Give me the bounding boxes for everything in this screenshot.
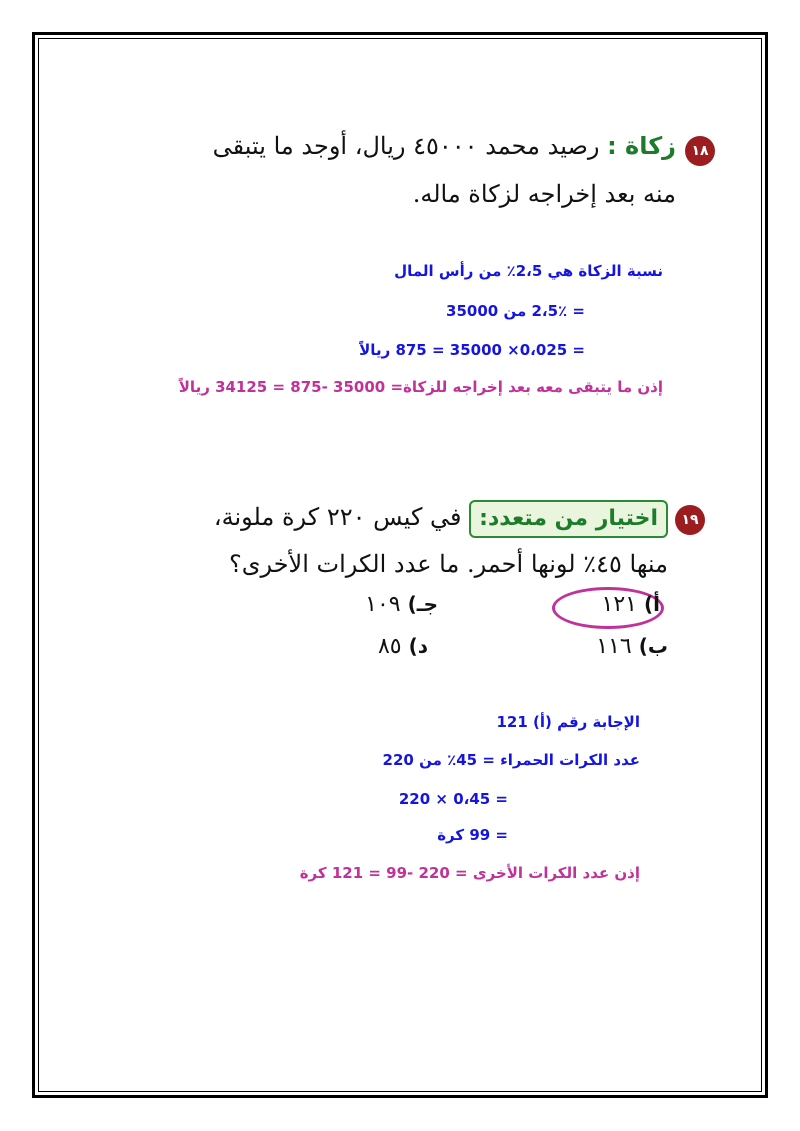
q18-solution-line1: نسبة الزكاة هي 2،5٪ من رأس المال <box>394 262 663 280</box>
choice-a <box>602 592 660 617</box>
q18-solution-line2: = 2،5٪ من 35000 <box>446 302 585 320</box>
question-18-text2: منه بعد إخراجه لزكاة ماله. <box>412 180 676 208</box>
q19-conclusion: إذن عدد الكرات الأخرى = 220 -99 = 121 كرة <box>299 864 640 882</box>
question-19-badge: ١٩ <box>675 505 705 535</box>
choice-a-value: ١٢١ <box>601 592 637 617</box>
q19-solution-line3: = 99 كرة <box>437 826 508 844</box>
question-18-badge: ١٨ <box>685 136 715 166</box>
q19-solution-line2: = 0،45 × 220 <box>398 790 508 808</box>
q19-answer-label: الإجابة رقم (أ) 121 <box>496 713 640 731</box>
question-18-topic: زكاة : <box>607 132 676 160</box>
choice-b-letter: ب) <box>638 634 668 658</box>
question-19-line1 <box>214 500 668 538</box>
choice-b-value: ١١٦ <box>596 634 632 659</box>
question-19-text2: منها ٤٥٪ لونها أحمر. ما عدد الكرات الأخرى؟ <box>228 550 668 578</box>
choice-d-letter: د) <box>408 634 428 658</box>
choice-a-letter: أ) <box>644 592 660 616</box>
q18-solution-line3: = 0،025× 35000 = 875 ريالاً <box>359 341 585 359</box>
choice-d-value: ٨٥ <box>377 634 402 659</box>
choice-d <box>378 634 428 659</box>
question-19-text1: في كيس ٢٢٠ كرة ملونة، <box>213 503 462 531</box>
q18-conclusion: إذن ما يتبقى معه بعد إخراجه للزكاة= 35000 -875 = 34125 ريالاً <box>178 378 663 396</box>
choice-c <box>365 592 438 617</box>
q19-solution-line1: عدد الكرات الحمراء = 45٪ من 220 <box>382 751 640 769</box>
question-18-text1: رصيد محمد ٤٥٠٠٠ ريال، أوجد ما يتبقى <box>212 132 600 160</box>
question-19-topic: اختيار من متعدد: <box>469 500 668 538</box>
question-18-line1 <box>213 132 676 160</box>
choice-b <box>596 634 668 659</box>
choice-c-letter: جـ) <box>407 592 438 616</box>
choice-c-value: ١٠٩ <box>365 592 401 617</box>
